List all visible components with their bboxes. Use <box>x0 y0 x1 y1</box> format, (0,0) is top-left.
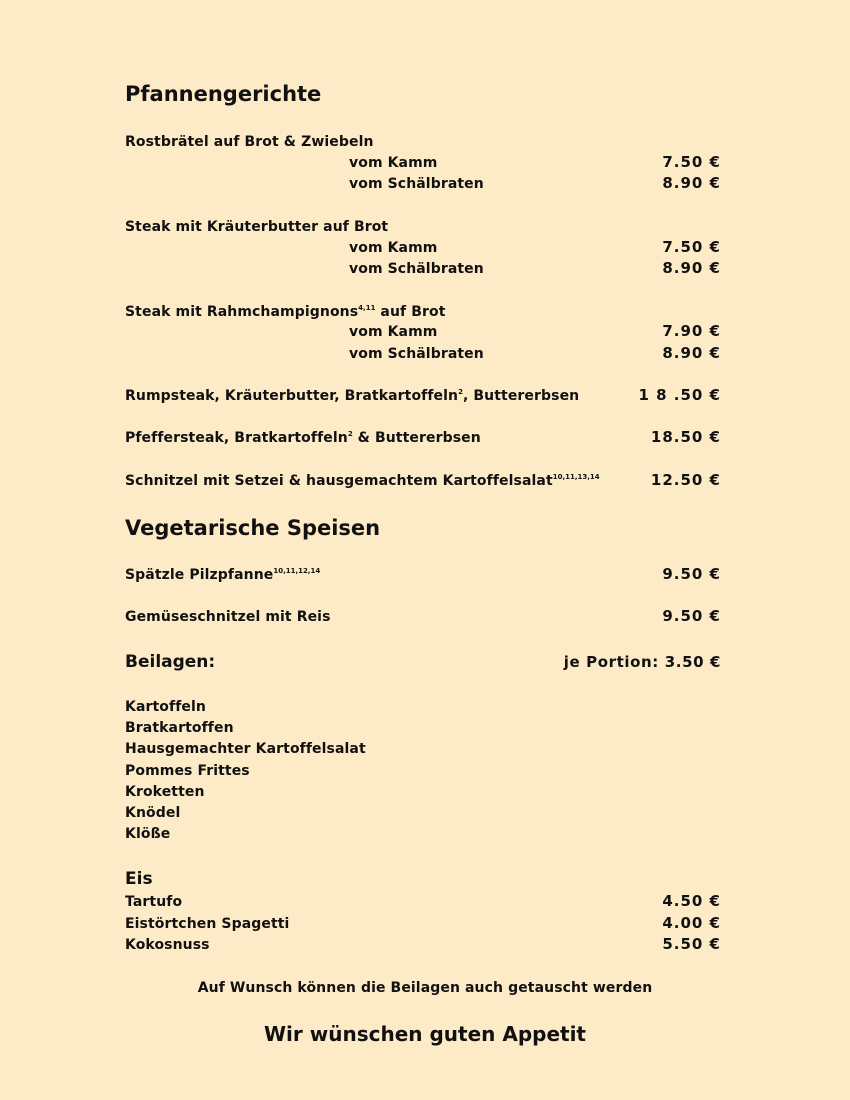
list-item: Klöße <box>125 826 171 842</box>
menu-item-name: Rumpsteak, Kräuterbutter, Bratkartoffeln$^2$, Buttererbsen <box>125 388 580 404</box>
menu-item-price: 8.90 € <box>662 259 721 277</box>
menu-item-name: Steak mit Kräuterbutter auf Brot <box>125 219 389 235</box>
menu-item-name: Spätzle Pilzpfanne$^{10,11,12,14}$ <box>125 567 321 583</box>
menu-item-name: Pfeffersteak, Bratkartoffeln$^2$ & Buttererbsen <box>125 430 481 446</box>
list-item: Pommes Frittes <box>125 763 250 779</box>
menu-item-variant: vom Kamm <box>349 324 438 340</box>
portion-price-note: je Portion: 3.50 € <box>563 653 721 671</box>
menu-item-name: Eistörtchen Spagetti <box>125 916 290 932</box>
section-title-beilagen: Beilagen: <box>125 652 216 672</box>
menu-item-price: 8.90 € <box>662 344 721 362</box>
menu-item-price: 4.50 € <box>662 892 721 910</box>
menu-item-variant: vom Kamm <box>349 155 438 171</box>
menu-item-name: Tartufo <box>125 894 183 910</box>
menu-item-variant: vom Kamm <box>349 240 438 256</box>
menu-item-variant: vom Schälbraten <box>349 261 484 277</box>
menu-item-name: Rostbrätel auf Brot & Zwiebeln <box>125 134 374 150</box>
menu-item-price: 8.90 € <box>662 174 721 192</box>
allergen-footnote: 10,11,12,14 <box>273 567 321 575</box>
list-item: Kroketten <box>125 784 205 800</box>
menu-item-price: 7.50 € <box>662 153 721 171</box>
menu-item-name: Gemüseschnitzel mit Reis <box>125 609 331 625</box>
section-title-pfannengerichte: Pfannengerichte <box>125 82 322 106</box>
menu-item-name: Kokosnuss <box>125 937 210 953</box>
section-title-vegetarisch: Vegetarische Speisen <box>125 516 381 540</box>
closing-greeting: Wir wünschen guten Appetit <box>264 1022 586 1046</box>
section-title-eis: Eis <box>125 869 153 889</box>
menu-item-price: 1 8 .50 € <box>638 386 721 404</box>
menu-item-price: 9.50 € <box>662 565 721 583</box>
menu-item-price: 18.50 € <box>650 428 721 446</box>
allergen-footnote: 4,11 <box>358 304 376 312</box>
menu-item-price: 7.50 € <box>662 238 721 256</box>
menu-item-name: Steak mit Rahmchampignons$^{4,11}$ auf Brot <box>125 304 446 320</box>
menu-item-variant: vom Schälbraten <box>349 176 484 192</box>
menu-item-name: Schnitzel mit Setzei & hausgemachtem Kartoffelsalat$^{10,11,13,14}$ <box>125 473 600 489</box>
allergen-footnote: 2 <box>458 388 463 396</box>
list-item: Knödel <box>125 805 181 821</box>
menu-item-price: 7.90 € <box>662 322 721 340</box>
menu-item-price: 4.00 € <box>662 914 721 932</box>
menu-item-variant: vom Schälbraten <box>349 346 484 362</box>
menu-item-price: 9.50 € <box>662 607 721 625</box>
allergen-footnote: 2 <box>347 430 353 438</box>
list-item: Kartoffeln <box>125 699 206 715</box>
list-item: Hausgemachter Kartoffelsalat <box>125 741 366 757</box>
list-item: Bratkartoffen <box>125 720 234 736</box>
menu-item-price: 5.50 € <box>662 935 721 953</box>
menu-item-price: 12.50 € <box>650 471 721 489</box>
footer-note: Auf Wunsch können die Beilagen auch getauscht werden <box>197 980 653 996</box>
allergen-footnote: 10,11,13,14 <box>552 473 600 481</box>
